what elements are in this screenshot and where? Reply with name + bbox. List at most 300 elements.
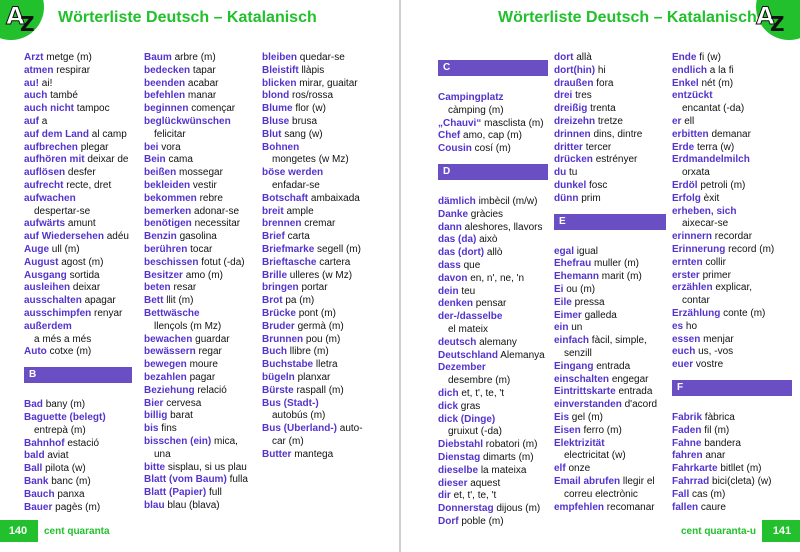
word-entry (144, 78, 256, 91)
word-entry (144, 410, 256, 423)
german-word: Butter (262, 448, 292, 460)
german-word: Brücke (262, 307, 296, 319)
word-entry (24, 476, 132, 489)
german-word: beten (144, 282, 171, 294)
german-word: ausleihen (24, 282, 71, 294)
word-entry (24, 244, 132, 257)
word-entry (438, 516, 548, 529)
word-entry (144, 462, 256, 475)
word-entry (24, 129, 132, 142)
entry-continuation: orxata (682, 167, 710, 179)
word-entry (672, 321, 792, 334)
german-word: Blut (262, 128, 282, 140)
word-entry (24, 346, 132, 359)
german-word: einschalten (554, 373, 610, 385)
catalan-translation: adonar-se (194, 205, 240, 217)
german-word: Bauch (24, 488, 55, 500)
german-word: Campingplatz (438, 92, 504, 103)
german-word: blicken (262, 77, 297, 89)
german-word: Bus (Überland-) (262, 423, 337, 435)
german-word: dich (438, 387, 459, 399)
catalan-translation: gasolina (179, 231, 217, 243)
catalan-translation: imbècil (m/w) (478, 195, 538, 207)
german-word: Eisen (554, 424, 581, 436)
word-entry (554, 476, 666, 489)
word-entry (24, 321, 132, 334)
german-word: dreizehn (554, 115, 596, 127)
catalan-translation: pressa (574, 296, 605, 308)
catalan-translation: a la fi (709, 64, 734, 76)
word-entry (554, 322, 666, 335)
catalan-translation: planxar (297, 371, 331, 383)
word-column (438, 52, 548, 529)
catalan-translation: acabar (187, 77, 219, 89)
german-word: auf (24, 115, 39, 127)
word-entry (438, 503, 548, 516)
word-entry (262, 346, 390, 359)
german-word: dann (438, 221, 462, 233)
german-word: fahren (672, 450, 703, 462)
word-entry (672, 116, 792, 129)
catalan-translation: bany (m) (45, 399, 86, 411)
word-entry (24, 193, 132, 206)
german-word: aufwachen (24, 192, 76, 204)
word-entry (672, 52, 792, 65)
word-entry (554, 52, 666, 65)
word-entry (24, 412, 132, 425)
german-word: Bahnhof (24, 437, 65, 449)
catalan-translation: tres (575, 90, 592, 102)
word-entry (144, 295, 256, 308)
german-word: ausschalten (24, 295, 82, 307)
letter-section-header: B (24, 367, 132, 383)
german-word: Auge (24, 243, 49, 255)
word-entry (554, 78, 666, 91)
catalan-translation: hi (597, 64, 606, 76)
word-entry (438, 350, 548, 363)
word-entry (438, 439, 548, 452)
word-entry (438, 273, 548, 286)
word-entry (24, 65, 132, 78)
catalan-translation: collir (705, 256, 726, 268)
entry-continuation: contar (682, 295, 710, 307)
entry-continuation: correu electrònic (564, 488, 638, 500)
catalan-translation: arbre (m) (174, 52, 216, 63)
word-entry (24, 308, 132, 321)
catalan-translation: robatori (m) (485, 439, 538, 451)
word-entry (672, 489, 792, 502)
catalan-translation: fi (w) (699, 52, 721, 63)
word-entry (672, 450, 792, 463)
catalan-translation: amo (m) (185, 269, 223, 281)
catalan-translation: cama (168, 154, 193, 166)
catalan-translation: mossegar (179, 167, 223, 179)
word-entry (438, 490, 548, 503)
german-word: Briefmarke (262, 243, 315, 255)
word-entry (144, 103, 256, 116)
catalan-translation: pensar (475, 298, 507, 310)
german-word: Eimer (554, 309, 582, 321)
german-word: Eintrittskarte (554, 386, 616, 398)
german-word: Erfolg (672, 192, 701, 204)
catalan-translation: ai! (41, 77, 53, 89)
word-entry (554, 399, 666, 412)
word-entry (262, 65, 390, 78)
word-entry (554, 412, 666, 425)
german-word: August (24, 256, 59, 268)
entry-continuation: felicitar (154, 128, 186, 140)
word-entry (672, 438, 792, 451)
german-word: dort (554, 52, 574, 63)
catalan-translation: flor (w) (295, 103, 326, 115)
catalan-translation: d'acord (624, 399, 658, 411)
german-word: benötigen (144, 218, 192, 230)
catalan-translation: deixar (72, 282, 101, 294)
german-word: bald (24, 450, 45, 462)
catalan-translation: mantega (294, 448, 334, 460)
word-entry (438, 209, 548, 222)
german-word: Faden (672, 424, 702, 436)
german-word: bügeln (262, 371, 295, 383)
german-word: Bauer (24, 501, 53, 513)
catalan-translation: fulla (229, 474, 248, 486)
catalan-translation: allà (576, 52, 592, 63)
word-entry (144, 398, 256, 411)
catalan-translation: aquest (470, 477, 501, 489)
catalan-translation: un (571, 322, 583, 334)
entry-continuation: mongetes (w Mz) (272, 154, 349, 166)
german-word: bei (144, 141, 159, 153)
catalan-translation: fosc (589, 179, 608, 191)
catalan-translation: auto- (339, 423, 363, 435)
catalan-translation: portar (301, 282, 328, 294)
word-entry (438, 222, 548, 235)
catalan-translation: tampoc (76, 103, 110, 115)
german-word: breit (262, 205, 284, 217)
word-entry (554, 310, 666, 323)
catalan-translation: entrada (618, 386, 653, 398)
catalan-translation: Alemanya (500, 349, 545, 361)
catalan-translation: tu (569, 167, 578, 179)
german-word: Fahne (672, 437, 702, 449)
german-word: blau (144, 499, 165, 511)
catalan-translation: blau (blava) (167, 499, 220, 511)
german-word: Erde (672, 141, 695, 153)
word-entry (438, 298, 548, 311)
word-entry (144, 282, 256, 295)
catalan-translation: guardar (195, 333, 230, 345)
german-word: bewachen (144, 333, 193, 345)
german-word: Ehefrau (554, 258, 592, 270)
word-entry (554, 284, 666, 297)
german-word: Blatt (vom Baum) (144, 474, 227, 486)
catalan-translation: bitllet (m) (720, 463, 762, 475)
german-word: „Chauvi“ (438, 117, 482, 129)
german-word: aufbrechen (24, 141, 78, 153)
word-entry (438, 337, 548, 350)
word-entry (144, 90, 256, 103)
german-word: dritter (554, 141, 583, 153)
german-word: Besitzer (144, 269, 183, 281)
catalan-translation: començar (191, 103, 236, 115)
german-word: dünn (554, 192, 579, 204)
german-word: beißen (144, 167, 177, 179)
german-word: empfehlen (554, 501, 605, 513)
word-entry (438, 465, 548, 478)
word-entry (672, 142, 792, 155)
entry-continuation: a més a més (34, 333, 92, 345)
word-entry (672, 270, 792, 283)
german-word: ein (554, 322, 569, 334)
german-word: denken (438, 298, 474, 310)
entry-continuation: una (154, 448, 171, 460)
german-word: Bein (144, 154, 166, 166)
word-entry (262, 103, 390, 116)
word-entry (144, 231, 256, 244)
word-entry (262, 78, 390, 91)
word-entry (554, 65, 666, 78)
word-entry (672, 308, 792, 321)
catalan-translation: banc (m) (51, 475, 91, 487)
german-word: bewegen (144, 359, 187, 371)
catalan-translation: vostre (695, 359, 724, 371)
catalan-translation: alemany (479, 336, 517, 348)
page-number: 141 (764, 520, 800, 542)
word-entry (554, 116, 666, 129)
word-column (554, 52, 666, 514)
catalan-translation: dijous (m) (496, 503, 541, 515)
catalan-translation: èxit (703, 192, 720, 204)
word-entry (262, 218, 390, 231)
word-column (672, 52, 792, 514)
catalan-translation: cas (m) (692, 488, 726, 500)
catalan-translation: et, t', te, 't (461, 387, 505, 399)
word-entry (438, 311, 548, 324)
word-entry (144, 180, 256, 193)
word-entry (438, 401, 548, 414)
word-entry (262, 334, 390, 347)
word-entry (144, 436, 256, 449)
catalan-translation: gras (460, 400, 481, 412)
catalan-translation: adéu (106, 231, 129, 243)
german-word: Baum (144, 52, 172, 63)
word-entry (24, 167, 132, 180)
german-word: Danke (438, 208, 469, 220)
word-entry (438, 234, 548, 247)
word-entry (24, 116, 132, 129)
word-entry (554, 271, 666, 284)
german-word: bekleiden (144, 179, 191, 191)
german-word: beschissen (144, 256, 199, 268)
catalan-translation: la mateixa (480, 464, 527, 476)
word-entry (672, 244, 792, 257)
german-word: das (da) (438, 234, 477, 246)
catalan-translation: trenta (590, 103, 616, 115)
catalan-translation: entrada (596, 360, 631, 372)
word-entry (672, 359, 792, 372)
word-entry (262, 295, 390, 308)
german-word: aufwärts (24, 218, 66, 230)
catalan-translation: rebre (199, 192, 223, 204)
word-entry (672, 412, 792, 425)
word-entry (262, 129, 390, 142)
word-entry (144, 52, 256, 65)
letter-section-header: D (438, 164, 548, 180)
word-entry (144, 154, 256, 167)
german-word: einverstanden (554, 399, 622, 411)
word-entry (672, 78, 792, 91)
word-entry (262, 385, 390, 398)
word-entry (438, 478, 548, 491)
letter-section-header: E (554, 214, 666, 230)
word-entry (438, 247, 548, 260)
word-entry (24, 142, 132, 155)
german-word: Erzählung (672, 307, 721, 319)
catalan-translation: allò (486, 247, 503, 259)
german-word: drücken (554, 154, 593, 166)
word-entry (554, 335, 666, 348)
word-entry (144, 142, 256, 155)
catalan-translation: recomanar (606, 501, 655, 513)
german-word: erzählen (672, 282, 713, 294)
german-word: Chef (438, 130, 461, 142)
german-word: Brief (262, 231, 285, 243)
word-entry (24, 450, 132, 463)
entry-continuation: entrepà (m) (34, 424, 86, 436)
word-entry (672, 180, 792, 193)
german-word: Eile (554, 296, 572, 308)
word-entry (144, 167, 256, 180)
word-entry (24, 399, 132, 412)
catalan-translation: vestir (192, 179, 217, 191)
catalan-translation: aleshores, llavors (464, 221, 543, 233)
word-entry (144, 257, 256, 270)
word-entry (144, 244, 256, 257)
word-entry (144, 270, 256, 283)
catalan-translation: pagès (m) (55, 501, 101, 513)
german-word: dass (438, 259, 461, 271)
german-word: auflösen (24, 167, 66, 179)
german-word: Blume (262, 103, 293, 115)
german-word: erheben, sich (672, 205, 737, 217)
entry-continuation: electricitat (w) (564, 450, 626, 462)
word-entry (144, 334, 256, 347)
word-entry (554, 193, 666, 206)
word-entry (262, 257, 390, 270)
catalan-translation: pa (m) (285, 295, 315, 307)
word-entry (672, 65, 792, 78)
word-entry (262, 308, 390, 321)
word-entry (438, 143, 548, 156)
catalan-translation: ho (685, 320, 698, 332)
word-entry (24, 218, 132, 231)
word-entry (554, 103, 666, 116)
word-column (24, 52, 132, 514)
entry-continuation: càmping (m) (448, 104, 504, 116)
catalan-translation: sortida (69, 269, 100, 281)
catalan-translation: apagar (84, 295, 116, 307)
german-word: Fabrik (672, 411, 703, 423)
word-entry (438, 130, 548, 143)
catalan-translation: que (463, 259, 481, 271)
german-word: brennen (262, 218, 302, 230)
page-title: Wörterliste Deutsch – Katalanisch (58, 9, 317, 26)
catalan-translation: amunt (67, 218, 96, 230)
page-number-text: cent quaranta (44, 525, 110, 537)
word-entry (672, 90, 792, 103)
catalan-translation: petroli (m) (700, 179, 746, 191)
word-entry (262, 52, 390, 65)
german-word: Ehemann (554, 271, 600, 283)
german-word: Brieftasche (262, 256, 317, 268)
catalan-translation: pilota (w) (45, 463, 86, 475)
german-word: beglückwünschen (144, 115, 231, 127)
word-entry (672, 425, 792, 438)
catalan-translation: fora (596, 77, 614, 89)
word-entry (438, 118, 548, 131)
german-word: fallen (672, 501, 699, 513)
word-entry (262, 449, 390, 462)
catalan-translation: explicar, (715, 282, 753, 294)
german-word: es (672, 320, 684, 332)
entry-continuation: encantat (-da) (682, 103, 745, 115)
catalan-translation: us, -vos (698, 346, 734, 358)
catalan-translation: masclista (m) (484, 117, 544, 129)
catalan-translation: et, t', te, 't (453, 490, 497, 502)
german-word: aufhören mit (24, 154, 85, 166)
german-word: deutsch (438, 336, 477, 348)
german-word: dir (438, 490, 451, 502)
catalan-translation: dimarts (m) (483, 451, 534, 463)
word-entry (262, 90, 390, 103)
german-word: bewässern (144, 346, 196, 358)
word-entry (554, 129, 666, 142)
catalan-translation: mirar, guaitar (299, 77, 358, 89)
catalan-translation: llit (m) (166, 295, 194, 307)
german-word: Enkel (672, 77, 699, 89)
german-word: Baguette (belegt) (24, 411, 106, 423)
german-word: drei (554, 90, 573, 102)
word-entry (554, 90, 666, 103)
catalan-translation: també (50, 90, 78, 102)
word-entry (144, 206, 256, 219)
german-word: dieselbe (438, 464, 479, 476)
word-entry (144, 385, 256, 398)
german-word: Buch (262, 346, 287, 358)
german-word: Bürste (262, 384, 294, 396)
left-page: A Z Wörterliste Deutsch – Katalanisch Arzt metge (m) atmen respirar au! ai! auch també auch nicht tampoc auf a auf dem Land al camp aufbrechen plegar aufhören mit deixar de auflösen desfer aufrecht recte, dret aufwachen despertar-se aufwärts amunt auf Wiedersehen adéu Auge ull (m) August agost (m) Ausgang sortida ausleihen deixar ausschalten apagar ausschimpfen renyar außerdem a més a més Auto cotxe (m) B Bad bany (m) Baguette (belegt) entrepà (m) Bahnhof estació bald aviat Ball pilota (w) Bank banc (m) Bauch panxa Bauer pagès (m) Baum arbre (m) bedecken tapar beenden acabar befehlen manar beginnen començar beglückwünschen felicitar bei vora Bein cama beißen mossegar bekleiden vestir bekommen rebre bemerken adonar-se benötigen necessitar Benzin gasolina berühren tocar beschissen fotut (-da) Besitzer amo (m) beten resar Bett llit (m) Bettwäsche llençols (m Mz) bewachen guardar bewässern regar bewegen moure bezahlen pagar Beziehung relació Bier cervesa billig barat bis fins bisschen (ein) mica, una bitte sisplau, si us plau Blatt (vom Baum) fulla Blatt (Papier) full blau blau (blava) bleiben quedar-se Bleistift llàpis blicken mirar, guaitar blond ros/rossa Blume flor (w) Bluse brusa Blut sang (w) Bohnen mongetes (w Mz) böse werden enfadar-se Botschaft ambaixada breit ample brennen cremar Brief carta Briefmarke segell (m) Brieftasche cartera Brille ulleres (w Mz) bringen portar Brot pa (m) Brücke pont (m) Bruder germà (m) Brunnen pou (m) Buch llibre (m) Buchstabe lletra bügeln planxar Bürste raspall (m) Bus (Stadt-) autobús (m) Bus (Überland-) auto- car (m) Butter mantega 140 cent quaranta (0, 0, 400, 552)
catalan-translation: mica, (214, 435, 238, 447)
german-word: drinnen (554, 128, 591, 140)
german-word: euer (672, 359, 694, 371)
word-entry (554, 386, 666, 399)
word-entry (554, 246, 666, 259)
word-entry (144, 500, 256, 513)
german-word: blond (262, 90, 290, 102)
german-word: Fall (672, 488, 690, 500)
word-entry (672, 346, 792, 359)
catalan-translation: regar (198, 346, 222, 358)
catalan-translation: segell (m) (317, 243, 361, 255)
german-word: Botschaft (262, 192, 309, 204)
word-entry (262, 244, 390, 257)
catalan-translation: pou (m) (305, 333, 341, 345)
german-word: Erinnerung (672, 243, 726, 255)
catalan-translation: germà (m) (297, 320, 344, 332)
word-entry (554, 167, 666, 180)
catalan-translation: estació (67, 437, 100, 449)
german-word: bis (144, 423, 159, 435)
